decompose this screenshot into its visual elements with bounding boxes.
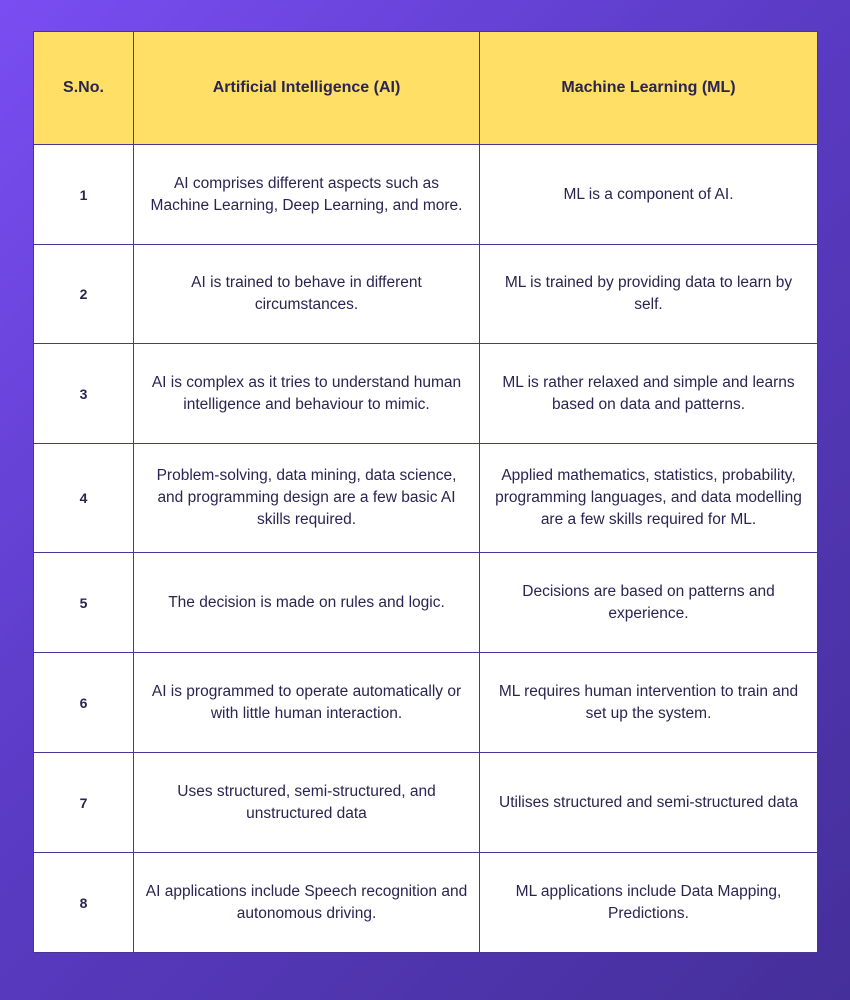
ai-cell: AI comprises different aspects such as Machine Learning, Deep Learning, and more. [134, 145, 480, 245]
table-row [34, 145, 818, 245]
table-row [34, 853, 818, 953]
ml-cell: Applied mathematics, statistics, probability, programming languages, and data modelling are a few skills required for ML. [480, 444, 818, 553]
row-number: 1 [34, 145, 134, 245]
ai-cell: AI is complex as it tries to understand human intelligence and behaviour to mimic. [134, 344, 480, 444]
ml-cell: ML requires human intervention to train and set up the system. [480, 653, 818, 753]
ai-cell: AI is programmed to operate automatically or with little human interaction. [134, 653, 480, 753]
ai-cell: The decision is made on rules and logic. [134, 553, 480, 653]
comparison-table-container [33, 31, 817, 947]
row-number: 5 [34, 553, 134, 653]
row-number: 8 [34, 853, 134, 953]
header-ai: Artificial Intelligence (AI) [134, 32, 480, 145]
header-sno: S.No. [34, 32, 134, 145]
ai-vs-ml-comparison-table [33, 31, 818, 953]
table-body [34, 145, 818, 953]
table-row [34, 553, 818, 653]
table-row [34, 245, 818, 344]
row-number: 7 [34, 753, 134, 853]
row-number: 3 [34, 344, 134, 444]
ml-cell: ML is trained by providing data to learn by self. [480, 245, 818, 344]
row-number: 2 [34, 245, 134, 344]
table-header [34, 32, 818, 145]
table-row [34, 444, 818, 553]
row-number: 4 [34, 444, 134, 553]
ai-cell: AI applications include Speech recognition and autonomous driving. [134, 853, 480, 953]
ai-cell: AI is trained to behave in different circumstances. [134, 245, 480, 344]
table-row [34, 653, 818, 753]
ai-cell: Uses structured, semi-structured, and unstructured data [134, 753, 480, 853]
ml-cell: Decisions are based on patterns and experience. [480, 553, 818, 653]
ml-cell: ML applications include Data Mapping, Predictions. [480, 853, 818, 953]
ai-cell: Problem-solving, data mining, data science, and programming design are a few basic AI skills required. [134, 444, 480, 553]
ml-cell: ML is rather relaxed and simple and learns based on data and patterns. [480, 344, 818, 444]
header-row [34, 32, 818, 145]
ml-cell: ML is a component of AI. [480, 145, 818, 245]
row-number: 6 [34, 653, 134, 753]
table-row [34, 344, 818, 444]
table-row [34, 753, 818, 853]
ml-cell: Utilises structured and semi-structured data [480, 753, 818, 853]
header-ml: Machine Learning (ML) [480, 32, 818, 145]
